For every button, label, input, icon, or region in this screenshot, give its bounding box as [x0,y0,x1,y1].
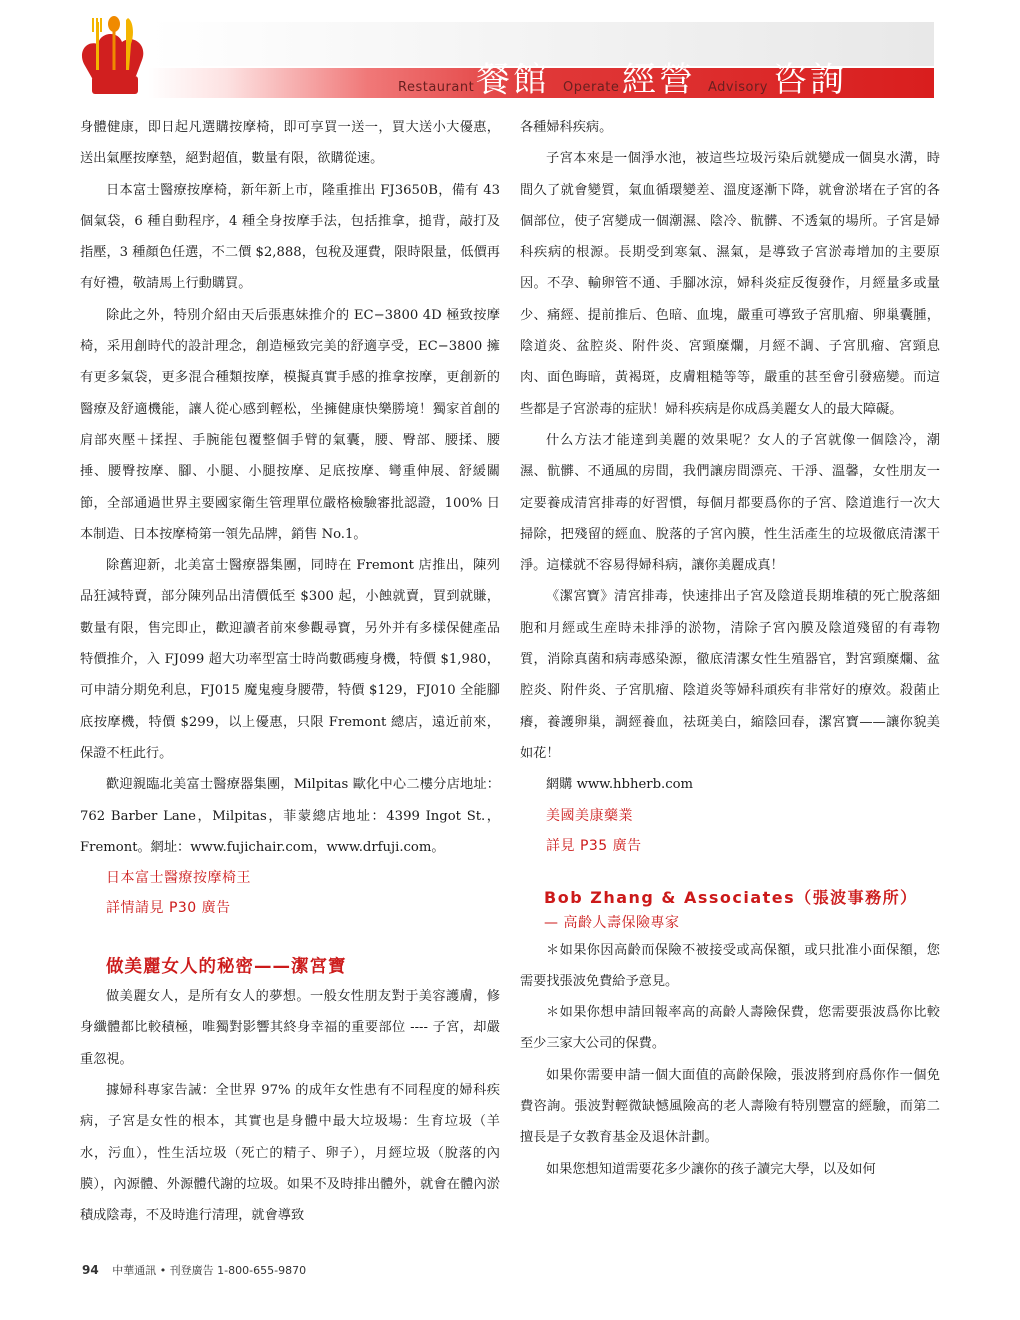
page-number: 94 [82,1263,99,1277]
left-column [80,112,500,1232]
paragraph: 什么方法才能達到美麗的效果呢？女人的子宮就像一個陰冷，潮濕、骯髒、不通風的房間，我們讓房間漂亮、干淨、溫馨，女性朋友一定要養成清宮排毒的好習慣，每個月都要爲你的子宮、陰道進行一次大掃除，把殘留的經血、脫落的子宮內膜，性生活產生的垃圾徹底清潔干淨。這樣就不容易得婦科病，讓你美麗成真！ [520,432,940,574]
article-title: 做美麗女人的秘密——潔宮寶 [106,957,347,978]
header-title-restaurant: 餐館 [476,60,550,100]
ad-name: 日本富士醫療按摩椅王 [106,870,251,887]
header-label-restaurant: Restaurant [398,80,475,95]
publication-info: 中華通訊 • 刊登廣告 1-800-655-9870 [112,1264,307,1277]
header-title-operate: 經營 [622,60,696,100]
section-title: Bob Zhang & Associates（張波事務所） [544,887,918,907]
paragraph: 做美麗女人，是所有女人的夢想。一般女性朋友對于美容護膚，修身纖體都比較積極，唯獨對影響其終身幸福的重要部位 ---- 子宮，却嚴重忽視。 [80,989,500,1067]
paragraph: 除此之外，特別介紹由天后張惠妹推介的 EC−3800 4D 極致按摩椅，采用創時代的設計理念，創造極致完美的舒適享受，EC−3800 擁有更多氣袋，更多混合種類按摩，模擬真實手感的推拿按摩，更創新的醫療及舒適機能，讓人從心感到輕松，坐擁健康快樂勝境！獨家首創的肩部夾壓＋揉捏、手腕能包覆整個手臂的氣囊，腰、臀部、腰揉、腰捶、腰臀按摩、腳、小腿、小腿按摩、足底按摩、彎重伸展、舒緩關節，全部通過世界主要國家衛生管理單位嚴格檢驗審批認證，100% 日本制造、日本按摩椅第一領先品牌，銷售 No.1。 [80,307,500,542]
chef-hat-utensils-icon [78,14,150,100]
header-title-advisory: 咨詢 [773,60,847,100]
header-label-advisory: Advisory [708,80,768,95]
section-subtitle: — 高齡人壽保險專家 [544,914,680,931]
header-label-operate: Operate [563,80,620,95]
paragraph: 如果你需要申請一個大面值的高齡保險，張波將到府爲你作一個免費咨詢。張波對輕微缺憾風險高的老人壽險有特別豐富的經驗，而第二擅長是子女教育基金及退休計劃。 [520,1067,940,1146]
paragraph: 如果您想知道需要花多少讓你的孩子讀完大學，以及如何 [546,1161,876,1177]
page-footer [82,1262,306,1278]
paragraph: 各種婦科疾病。 [520,120,613,135]
paragraph: 身體健康，即日起凡選購按摩椅，即可享買一送一，買大送小大優惠，送出氣壓按摩墊，絕對超值，數量有限，欲購從速。 [80,120,500,167]
ad-reference: 詳情請見 P30 廣告 [106,900,231,917]
page-header [0,0,1020,100]
right-column [520,112,940,1185]
ad-name: 美國美康藥業 [546,807,633,824]
paragraph: 歡迎親臨北美富士醫療器集團，Milpitas 歐化中心二樓分店地址：762 Barber Lane，Milpitas，菲蒙總店地址：4399 Ingot St.，Fremont。網址：www.fujichair.com，www.drfuji.com。 [80,777,500,855]
paragraph: 日本富士醫療按摩椅，新年新上市，隆重推出 FJ3650B，備有 43 個氣袋，6 種自動程序，4 種全身按摩手法，包括推拿，搥背，敲打及指壓，3 種顏色任選，不二價 $2,888，包稅及運費，限時限量，低價再有好禮，敬請馬上行動購買。 [80,182,500,292]
paragraph: 《潔宮寶》清宮排毒，快速排出子宮及陰道長期堆積的死亡脫落細胞和月經或生産時未排淨的淤物，清除子宮內膜及陰道殘留的有毒物質，消除真菌和病毒感染源，徹底清潔女性生殖器官，對宮頸糜爛、盆腔炎、附件炎、子宮肌瘤、陰道炎等婦科頑疾有非常好的療效。殺菌止癢，養護卵巢，調經養血，祛斑美白，縮陰回春，潔宮寶——讓你貌美如花！ [520,589,940,761]
paragraph: 子宮本來是一個淨水池，被這些垃圾污染后就變成一個臭水溝，時間久了就會變質，氣血循環變差、溫度逐漸下降，就會淤堵在子宮的各個部位，使子宮變成一個潮濕、陰冷、骯髒、不透氣的場所。子宮是婦科疾病的根源。長期受到寒氣、濕氣，是導致子宮淤毒增加的主要原因。不孕、輸卵管不通、手腳冰涼，婦科炎症反復發作，月經量多或量少、痛經、提前推后、色暗、血塊，嚴重可導致子宮肌瘤、卵巢囊腫，陰道炎、盆腔炎、附件炎、宮頸糜爛，月經不調、子宮肌瘤、宮頸息肉、面色晦暗，黃褐斑，皮膚粗糙等等，嚴重的甚至會引發癌變。而這些都是子宮淤毒的症狀！婦科疾病是你成爲美麗女人的最大障礙。 [520,151,940,417]
paragraph: ＊如果你想申請回報率高的高齡人壽險保費，您需要張波爲你比較至少三家大公司的保費。 [520,1005,940,1052]
paragraph: ＊如果你因高齡而保險不被接受或高保額，或只批准小面保額，您需要找張波免費給予意見。 [520,942,940,989]
paragraph: 除舊迎新，北美富士醫療器集團，同時在 Fremont 店推出，陳列品狂減特賣，部分陳列品出清價低至 $300 起，小蝕就賣，買到就賺，數量有限，售完即止，歡迎讀者前來參觀尋寶，另外并有多樣保健產品特價推介，入 FJ099 超大功率型富士時尚數碼瘦身機，特價 $1,980，可申請分期免利息，FJ015 魔鬼瘦身腰帶，特價 $129，FJ010 全能腳底按摩機，特價 $299，以上優惠，只限 Fremont 總店，遠近前來，保證不枉此行。 [80,558,500,761]
website-line: 網購 www.hbherb.com [546,777,694,793]
ad-reference: 詳見 P35 廣告 [546,837,642,854]
paragraph: 據婦科專家告誡：全世界 97% 的成年女性患有不同程度的婦科疾病，子宮是女性的根本，其實也是身體中最大垃圾場：生育垃圾（羊水，污血），性生活垃圾（死亡的精子、卵子），月經垃圾（脫落的內膜），內源體、外源體代謝的垃圾。如果不及時排出體外，就會在體內淤積成陰毒，不及時進行清理，就會導致 [80,1083,500,1224]
